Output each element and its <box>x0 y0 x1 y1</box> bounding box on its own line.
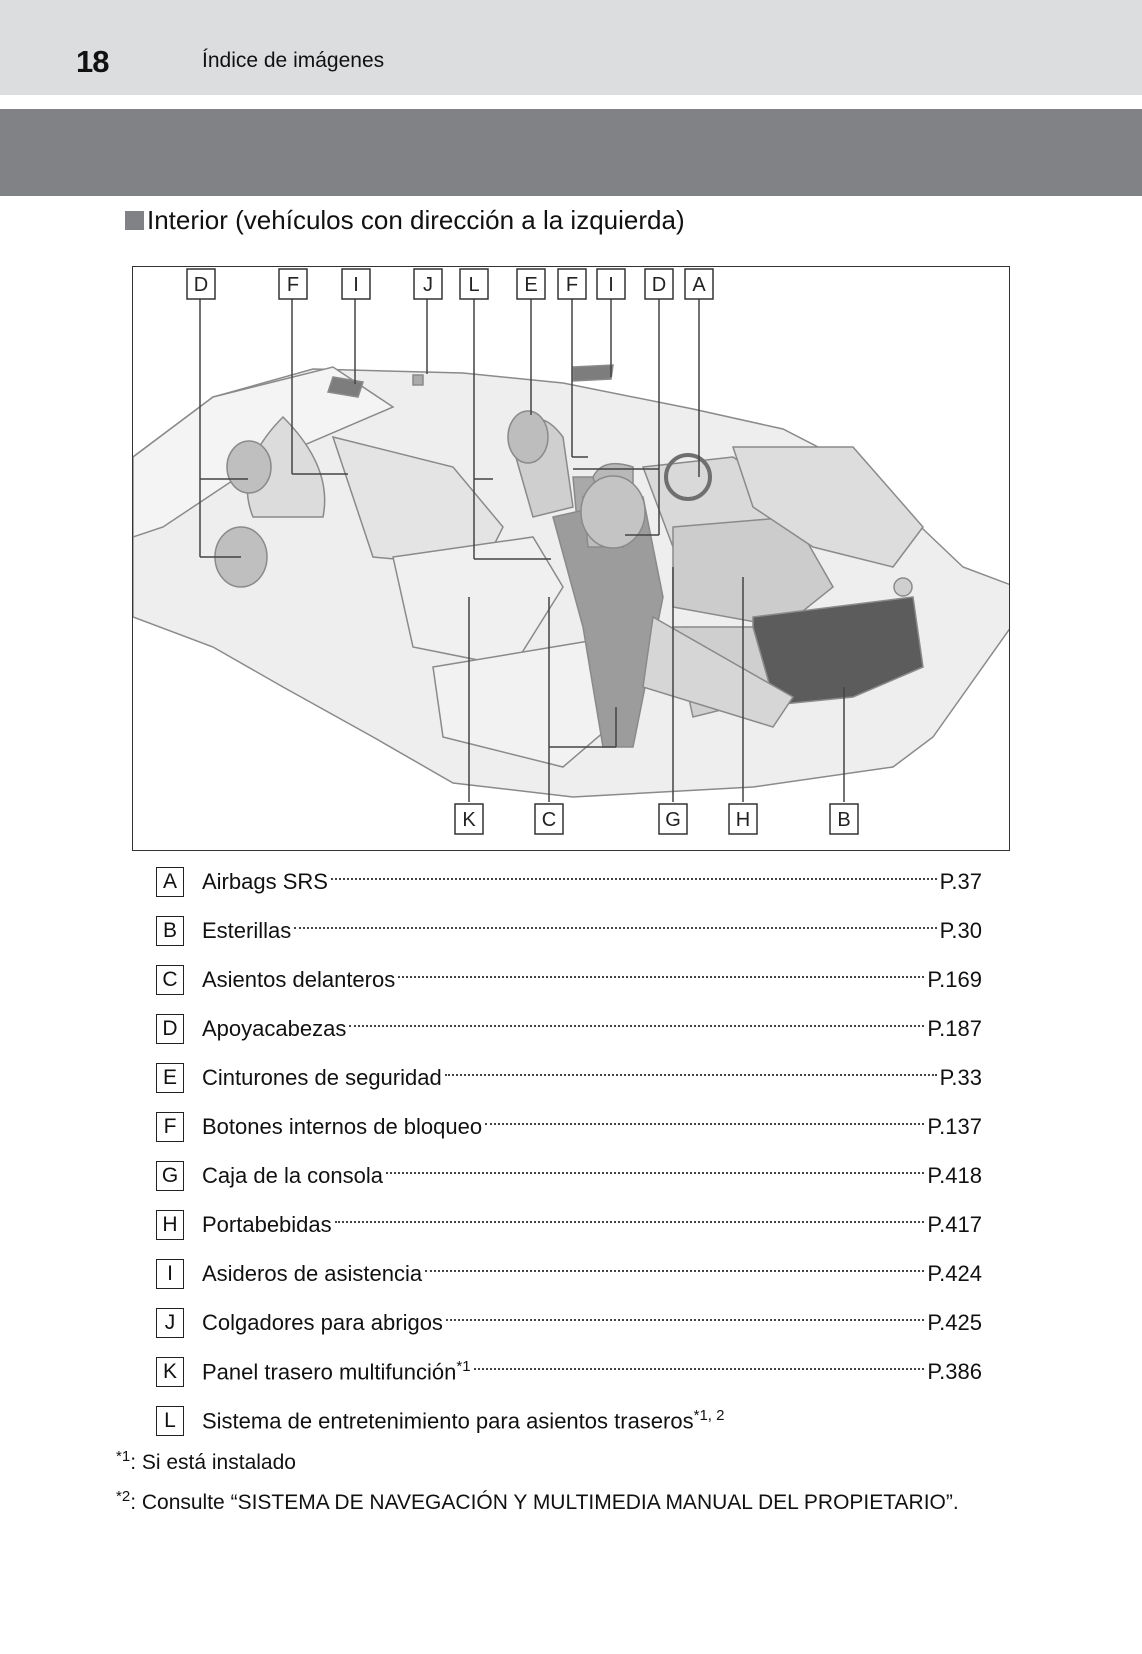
page-reference: P.33 <box>939 1065 982 1090</box>
legend-item-f <box>156 1110 982 1144</box>
svg-text:L: L <box>468 274 480 296</box>
svg-text:B: B <box>837 809 851 831</box>
interior-drawing <box>133 267 1010 851</box>
legend-label: Asientos delanteros <box>202 967 396 992</box>
legend-key: H <box>156 1210 184 1240</box>
legend-key: B <box>156 916 184 946</box>
page-reference: P.187 <box>927 1016 982 1041</box>
section-title-text: Interior (vehículos con dirección a la izquierda) <box>147 205 685 235</box>
legend-item-g <box>156 1159 982 1193</box>
legend-label: Cinturones de seguridad <box>202 1065 442 1090</box>
legend-label-text: Sistema de entretenimiento para asientos traseros <box>202 1408 694 1434</box>
svg-text:E: E <box>524 274 538 296</box>
legend-key: G <box>156 1161 184 1191</box>
leader-dots <box>485 1122 924 1125</box>
callout-F-2 <box>558 269 586 299</box>
svg-text:A: A <box>692 274 706 296</box>
section-square-icon <box>125 211 144 230</box>
page-reference: P.137 <box>927 1114 982 1139</box>
legend-label: Apoyacabezas <box>202 1016 347 1041</box>
leader-dots <box>474 1367 925 1370</box>
header-separator <box>0 95 1142 109</box>
header-title: Índice de imágenes <box>202 49 385 72</box>
callout-G <box>659 804 687 834</box>
legend-label: Colgadores para abrigos <box>202 1310 443 1335</box>
footnote-marker: *1, 2 <box>693 1407 725 1425</box>
legend-item-a <box>156 865 982 899</box>
legend-label <box>202 1407 724 1434</box>
page-reference: P.417 <box>927 1212 982 1237</box>
bottom-callout-labels <box>455 804 858 834</box>
svg-text:I: I <box>353 274 359 296</box>
legend-item-c <box>156 963 982 997</box>
page-reference: P.30 <box>939 918 982 943</box>
leader-dots <box>386 1171 924 1174</box>
legend-key: E <box>156 1063 184 1093</box>
callout-E <box>517 269 545 299</box>
interior-illustration <box>132 266 1010 851</box>
legend-item-b <box>156 914 982 948</box>
legend-label: Portabebidas <box>202 1212 332 1237</box>
page-number: 18 <box>76 44 109 79</box>
legend-key: L <box>156 1406 184 1436</box>
svg-text:F: F <box>286 274 300 296</box>
callout-K <box>455 804 483 834</box>
svg-text:D: D <box>193 274 209 296</box>
leader-dots <box>331 877 937 880</box>
svg-text:K: K <box>462 809 476 831</box>
svg-text:F: F <box>565 274 579 296</box>
page-reference: P.37 <box>939 869 982 894</box>
footnote-mark: *1 <box>116 1448 131 1465</box>
top-callout-labels <box>187 269 713 299</box>
leader-dots <box>335 1220 925 1223</box>
legend-key: K <box>156 1357 184 1387</box>
legend-item-d <box>156 1012 982 1046</box>
legend-item-j <box>156 1306 982 1340</box>
callout-D <box>187 269 215 299</box>
page-reference: P.386 <box>927 1359 982 1384</box>
legend-label: Caja de la consola <box>202 1163 384 1188</box>
legend-key: J <box>156 1308 184 1338</box>
page-header <box>0 0 1142 95</box>
leader-dots <box>446 1318 924 1321</box>
legend-label <box>202 1358 471 1385</box>
footnote-marker: *1 <box>456 1358 471 1376</box>
legend-item-k <box>156 1355 982 1389</box>
footnote-1 <box>116 1448 296 1475</box>
callout-F <box>279 269 307 299</box>
callout-C <box>535 804 563 834</box>
legend-key: F <box>156 1112 184 1142</box>
callout-J <box>414 269 442 299</box>
legend-key: D <box>156 1014 184 1044</box>
leader-dots <box>425 1269 924 1272</box>
svg-text:J: J <box>423 274 433 296</box>
legend-label-text: Panel trasero multifunción <box>202 1359 457 1385</box>
svg-text:G: G <box>665 809 681 831</box>
legend-key: C <box>156 965 184 995</box>
footnote-mark: *2 <box>116 1488 131 1505</box>
legend-item-h <box>156 1208 982 1242</box>
footnote-text: : Si está instalado <box>130 1451 296 1474</box>
page-reference: P.418 <box>927 1163 982 1188</box>
legend-label: Botones internos de bloqueo <box>202 1114 483 1139</box>
callout-D-2 <box>645 269 673 299</box>
legend-item-l <box>156 1404 982 1438</box>
callout-H <box>729 804 757 834</box>
page-reference: P.425 <box>927 1310 982 1335</box>
leader-dots <box>445 1073 937 1076</box>
page-reference: P.424 <box>927 1261 982 1286</box>
callout-B <box>830 804 858 834</box>
legend-label: Asideros de asistencia <box>202 1261 423 1286</box>
footnote-text: : Consulte “SISTEMA DE NAVEGACIÓN Y MULTIMEDIA MANUAL DEL PROPIETARIO”. <box>130 1491 959 1514</box>
legend-item-i <box>156 1257 982 1291</box>
leader-dots <box>398 975 924 978</box>
header-band <box>0 109 1142 196</box>
svg-text:D: D <box>651 274 667 296</box>
page-reference: P.169 <box>927 967 982 992</box>
callout-I <box>342 269 370 299</box>
section-title <box>125 205 685 236</box>
svg-text:H: H <box>735 809 751 831</box>
footnote-2 <box>116 1488 959 1515</box>
callout-I-2 <box>597 269 625 299</box>
callout-L <box>460 269 488 299</box>
legend-key: I <box>156 1259 184 1289</box>
legend-label: Esterillas <box>202 918 292 943</box>
leader-dots <box>294 926 936 929</box>
legend-key: A <box>156 867 184 897</box>
legend-label: Airbags SRS <box>202 869 328 894</box>
legend-item-e <box>156 1061 982 1095</box>
callout-A <box>685 269 713 299</box>
svg-text:C: C <box>541 809 557 831</box>
svg-text:I: I <box>608 274 614 296</box>
leader-dots <box>349 1024 924 1027</box>
